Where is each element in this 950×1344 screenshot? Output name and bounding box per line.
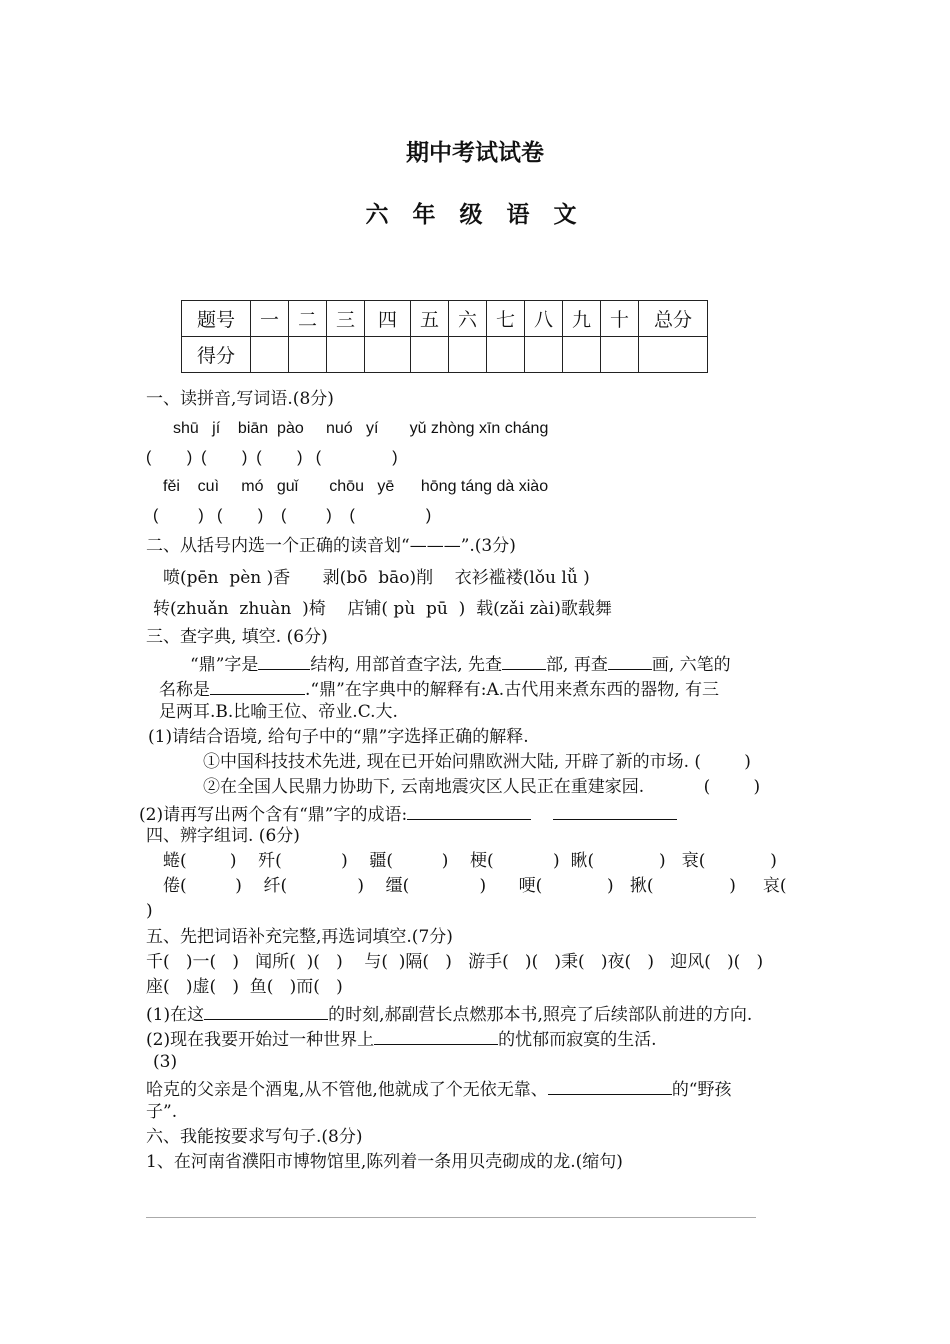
score-input-cell[interactable] <box>487 337 525 373</box>
text: 的时刻,郝副营长点燃那本书,照亮了后续部队前进的方向. <box>328 1005 753 1025</box>
question-5-1 <box>146 1001 752 1026</box>
idiom-row-1: 千( )一( ) 闻所( )( ) 与( )隔( ) 游手( )( )秉( )夜( ) 迎风( )( ) <box>146 952 764 972</box>
text: 部, 再查 <box>546 655 608 675</box>
text: 哈克的父亲是个酒鬼,从不管他,他就成了个无依无靠、 <box>146 1080 548 1100</box>
score-input-cell[interactable] <box>525 337 563 373</box>
question-5-3-number: (3) <box>153 1052 178 1072</box>
page-subtitle: 六 年 级 语 文 <box>365 202 585 228</box>
score-input-cell[interactable] <box>601 337 639 373</box>
text: 名称是 <box>159 680 210 700</box>
question-5-3-end: 子”. <box>146 1102 178 1122</box>
question-3-1: (1)请结合语境, 给句子中的“鼎”字选择正确的解释. <box>148 727 529 747</box>
blank[interactable] <box>374 1026 498 1045</box>
score-input-cell[interactable] <box>289 337 327 373</box>
score-input-cell[interactable] <box>639 337 708 373</box>
question-3-2 <box>139 801 677 826</box>
score-input-cell[interactable] <box>251 337 289 373</box>
section-1-heading: 一、读拼音,写词语.(8分) <box>146 389 334 409</box>
table-cell: 五 <box>411 301 449 337</box>
score-input-cell[interactable] <box>449 337 487 373</box>
dictionary-paragraph-line-1 <box>190 651 731 676</box>
question-5-2 <box>146 1026 657 1051</box>
table-cell: 题号 <box>182 301 251 337</box>
page-title: 期中考试试卷 <box>406 140 544 166</box>
character-row-2-end: ) <box>146 901 153 921</box>
text: “鼎”字是 <box>190 655 259 675</box>
section-5-heading: 五、先把词语补充完整,再选词填空.(7分) <box>146 927 453 947</box>
reading-choice-line-2: 转(zhuǎn zhuàn )椅 店铺( pù pū ) 载(zǎi zài)歌载舞 <box>153 599 612 619</box>
score-input-cell[interactable] <box>365 337 411 373</box>
pinyin-line-2: fěi cuì mó guǐ chōu yē hōng táng dà xiào <box>163 478 549 495</box>
answer-brackets-2: ( ) ( ) ( ) ( ) <box>153 507 432 524</box>
blank[interactable] <box>502 651 546 670</box>
answer-line[interactable] <box>146 1217 756 1218</box>
table-cell: 九 <box>563 301 601 337</box>
blank[interactable] <box>548 1076 672 1095</box>
character-row-1: 蜷( ) 歼( ) 疆( ) 梗( ) 瞅( ) 衰( ) <box>163 851 777 871</box>
table-cell: 一 <box>251 301 289 337</box>
question-3-1-a: ①中国科技技术先进, 现在已开始问鼎欧洲大陆, 开辟了新的市场. ( ) <box>203 752 751 772</box>
table-cell: 四 <box>365 301 411 337</box>
score-table-score-row <box>182 337 708 373</box>
question-3-1-b: ②在全国人民鼎力协助下, 云南地震灾区人民正在重建家园. ( ) <box>203 777 761 797</box>
score-input-cell[interactable] <box>563 337 601 373</box>
blank[interactable] <box>553 801 677 820</box>
text: 的忧郁而寂寞的生活. <box>498 1030 657 1050</box>
dictionary-paragraph-line-3: 足两耳.B.比喻王位、帝业.C.大. <box>159 702 398 722</box>
blank[interactable] <box>258 651 310 670</box>
text: .“鼎”在字典中的解释有:A.古代用来煮东西的器物, 有三 <box>305 680 720 700</box>
score-input-cell[interactable] <box>327 337 365 373</box>
text: (2)请再写出两个含有“鼎”字的成语: <box>139 805 408 825</box>
table-cell: 得分 <box>182 337 251 373</box>
blank[interactable] <box>204 1001 328 1020</box>
table-cell: 六 <box>449 301 487 337</box>
section-3-heading: 三、查字典, 填空. (6分) <box>146 627 328 647</box>
text: 结构, 用部首查字法, 先查 <box>310 655 503 675</box>
table-cell: 七 <box>487 301 525 337</box>
blank[interactable] <box>608 651 652 670</box>
section-2-heading: 二、从括号内选一个正确的读音划“———”.(3分) <box>146 536 516 556</box>
pinyin-line-1: shū jí biān pào nuó yí yǔ zhòng xīn cháng <box>173 420 549 437</box>
text: 画, 六笔的 <box>651 655 731 675</box>
text: (2)现在我要开始过一种世界上 <box>146 1030 375 1050</box>
table-cell: 八 <box>525 301 563 337</box>
table-cell: 十 <box>601 301 639 337</box>
score-table-header-row <box>182 301 708 337</box>
question-5-3 <box>146 1076 732 1101</box>
table-cell: 三 <box>327 301 365 337</box>
dictionary-paragraph-line-2 <box>159 676 719 701</box>
blank[interactable] <box>210 676 305 695</box>
question-6-1: 1、在河南省濮阳市博物馆里,陈列着一条用贝壳砌成的龙.(缩句) <box>146 1152 623 1172</box>
section-6-heading: 六、我能按要求写句子.(8分) <box>146 1127 363 1147</box>
section-4-heading: 四、辨字组词. (6分) <box>146 826 300 846</box>
reading-choice-line-1: 喷(pēn pèn )香 剥(bō bāo)削 衣衫褴褛(lǒu lǚ ) <box>163 568 590 588</box>
idiom-row-2: 座( )虚( ) 鱼( )而( ) <box>146 977 343 997</box>
score-table <box>181 300 708 373</box>
text: 的“野孩 <box>671 1080 732 1100</box>
score-input-cell[interactable] <box>411 337 449 373</box>
table-cell: 二 <box>289 301 327 337</box>
blank[interactable] <box>407 801 531 820</box>
text: (1)在这 <box>146 1005 205 1025</box>
table-cell: 总分 <box>639 301 708 337</box>
character-row-2: 倦( ) 纤( ) 缰( ) 哽( ) 揪( ) 哀( <box>163 876 787 896</box>
answer-brackets-1: ( ) ( ) ( ) ( ) <box>146 449 398 466</box>
